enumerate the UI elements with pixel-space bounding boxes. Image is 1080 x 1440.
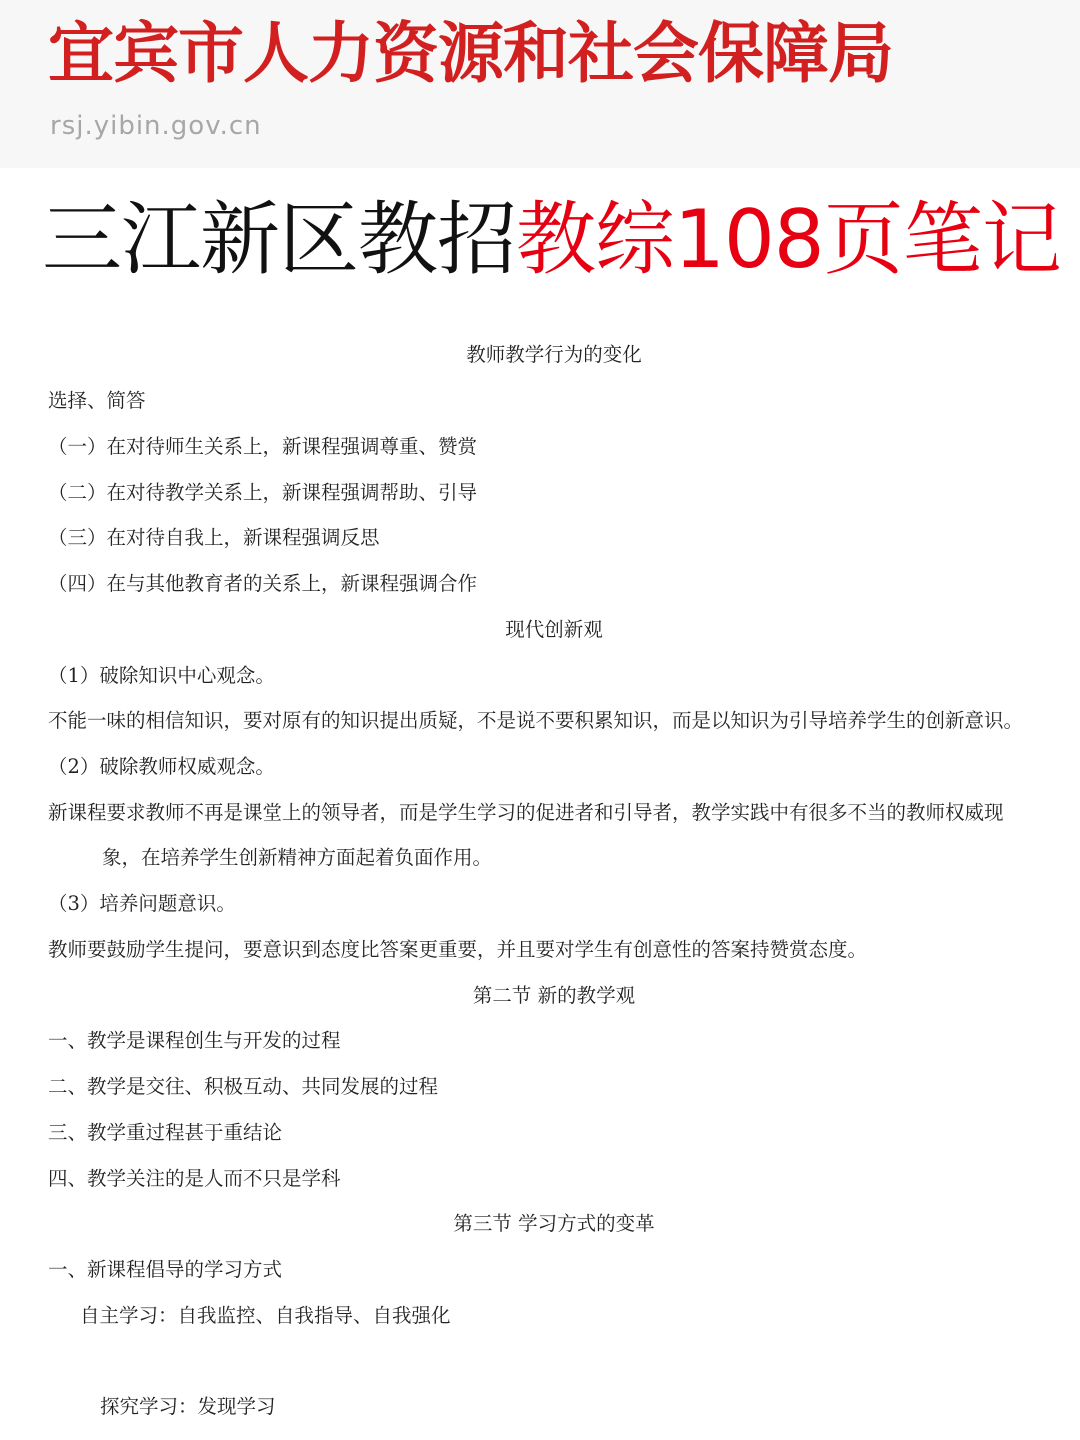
list-item: 二、教学是交往、积极互动、共同发展的过程: [48, 1075, 439, 1098]
list-item: 一、新课程倡导的学习方式: [48, 1258, 283, 1281]
list-item: 一、教学是课程创生与开发的过程: [48, 1029, 341, 1052]
list-item: 三、教学重过程甚于重结论: [48, 1121, 283, 1144]
paragraph: 新课程要求教师不再是课堂上的领导者，而是学生学习的促进者和引导者，教学实践中有很多不当的教师权威现: [48, 801, 1004, 824]
section-title: 现代创新观: [505, 618, 603, 641]
headline-part-2: 教综108页笔记: [516, 193, 1061, 286]
paragraph-continuation: 象，在培养学生创新精神方面起着负面作用。: [102, 846, 493, 869]
learning-mode-item: 探究学习：发现学习: [100, 1395, 276, 1418]
learning-mode-item: 自主学习：自我监控、自我指导、自我强化: [80, 1304, 451, 1327]
organization-url: rsj.yibin.gov.cn: [50, 111, 262, 141]
headline: [42, 186, 1072, 294]
section-title: 第二节 新的教学观: [472, 984, 636, 1007]
point-heading: （1）破除知识中心观念。: [48, 664, 275, 687]
headline-part-1: 三江新区教招: [42, 193, 516, 286]
section-title: 教师教学行为的变化: [466, 343, 642, 366]
point-heading: （2）破除教师权威观念。: [48, 755, 275, 778]
question-type-note: 选择、简答: [48, 389, 146, 412]
list-item: （二）在对待教学关系上，新课程强调帮助、引导: [48, 481, 478, 504]
organization-name: 宜宾市人力资源和社会保障局: [48, 15, 893, 92]
paragraph: 不能一味的相信知识，要对原有的知识提出质疑，不是说不要积累知识，而是以知识为引导培养学生的创新意识。: [48, 709, 1024, 732]
list-item: （三）在对待自我上，新课程强调反思: [48, 526, 380, 549]
section-title: 第三节 学习方式的变革: [453, 1212, 655, 1235]
list-item: （一）在对待师生关系上，新课程强调尊重、赞赏: [48, 435, 478, 458]
list-item: 四、教学关注的是人而不只是学科: [48, 1167, 341, 1190]
point-heading: （3）培养问题意识。: [48, 892, 236, 915]
header-banner: [0, 0, 1080, 168]
list-item: （四）在与其他教育者的关系上，新课程强调合作: [48, 572, 478, 595]
paragraph: 教师要鼓励学生提问，要意识到态度比答案更重要，并且要对学生有创意性的答案持赞赏态度。: [48, 938, 868, 961]
